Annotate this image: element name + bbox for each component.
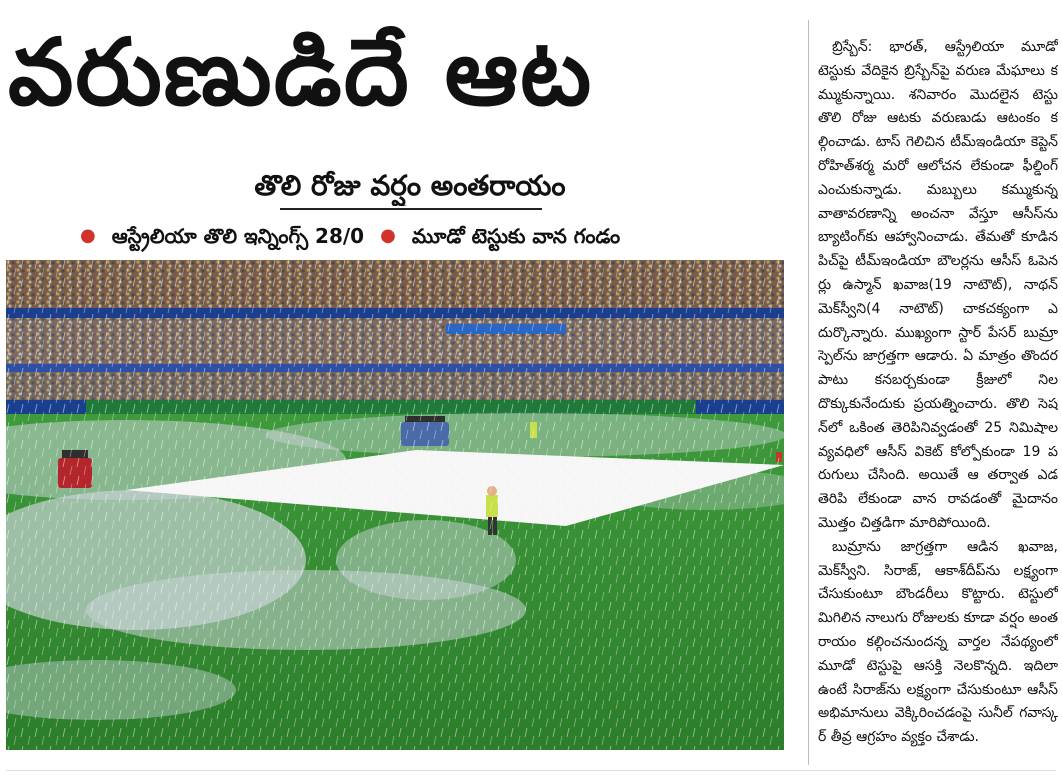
highlights-bar	[80, 218, 720, 254]
headline: వరుణుడిదే ఆట	[8, 19, 594, 126]
article-paragraph: బ్రిస్బేన్: భారత్, ఆస్ట్రేలియా మూడో టెస్టుకు వేదికైన బ్రిస్బేన్‌పై వరుణ మేఘాలు కమ్ముకున్నాయి. శనివారం మొదలైన టెస్టు తొలి రోజు ఆటకు వరుణుడు ఆటంకం కల్గించాడు. టాస్ గెలిచిన టీమ్‌ఇండియా కెప్టెన్ రోహిత్‌శర్మ మరో ఆలోచన లేకుండా ఫీల్డింగ్ ఎంచుకున్నాడు. మబ్బులు కమ్ముకున్న వాతావరణాన్ని అంచనా వేస్తూ ఆసీస్‌ను బ్యాటింగ్‌కు ఆహ్వానించాడు. తేమతో కూడిన పిచ్‌పై టీమ్‌ఇండియా బౌలర్లను ఆసీస్ ఓపెనర్లు ఉస్మాన్ ఖవాజ(19 నాటౌట్), నాథన్ మెక్‌స్వీని(4 నాటౌట్) చాకచక్యంగా ఎదుర్కొన్నారు. ముఖ్యంగా స్టార్ పేసర్ బుమ్రా స్పెల్‌ను జాగ్రత్తగా ఆడారు. ఏ మాత్రం తొందరపాటు కనబర్చకుండా క్రీజులో నిలదొక్కుకునేందుకు ప్రయత్నించారు. తొలి సెషన్‌లో ఒకింత తెరిపినివ్వడంతో 25 నిమిషాల వ్యవధిలో ఆసీస్ వికెట్ కోల్పోకుండా 19 పరుగులు చేసింది. అయితే ఆ తర్వాత ఎడతెరిపి లేకుండా వాన రావడంతో మైదానం మొత్తం చిత్తడిగా మారిపోయింది.	[818, 39, 1058, 531]
highlight-rain-threat: మూడో టెస్టుకు వాన గండం	[411, 224, 621, 248]
stadium-rain-photo	[6, 260, 784, 750]
bullet-dot-icon: ●	[380, 225, 396, 246]
bottom-rule	[6, 770, 1056, 771]
subheadline: తొలి రోజు వర్షం అంతరాయం	[254, 169, 566, 202]
article-body	[818, 36, 1058, 758]
column-divider	[808, 20, 809, 765]
subheadline-underline	[280, 208, 542, 210]
bullet-dot-icon: ●	[80, 225, 96, 246]
highlight-score: ఆస్ట్రేలియా తొలి ఇన్నింగ్స్ 28/0	[111, 224, 365, 248]
article-paragraph: బుమ్రాను జాగ్రత్తగా ఆడిన ఖవాజ, మెక్‌స్వీని. సిరాజ్, ఆకాశ్‌దీప్‌ను లక్ష్యంగా చేసుకుంటూ బౌండరీలు కొట్టారు. టెస్టులో మిగిలిన నాలుగు రోజులకు కూడా వర్షం అంతరాయం కల్గించనుందన్న వార్తల నేపథ్యంలో మూడో టెస్టుపై ఆసక్తి నెలకొన్నది. ఇదిలా ఉంటే సిరాజ్‌ను లక్ష్యంగా చేసుకుంటూ ఆసీస్ అభిమానులు వెక్కిరించడంపై సునీల్ గవాస్కర్ తీవ్ర ఆగ్రహం వ్యక్తం చేశాడు.	[818, 538, 1058, 746]
